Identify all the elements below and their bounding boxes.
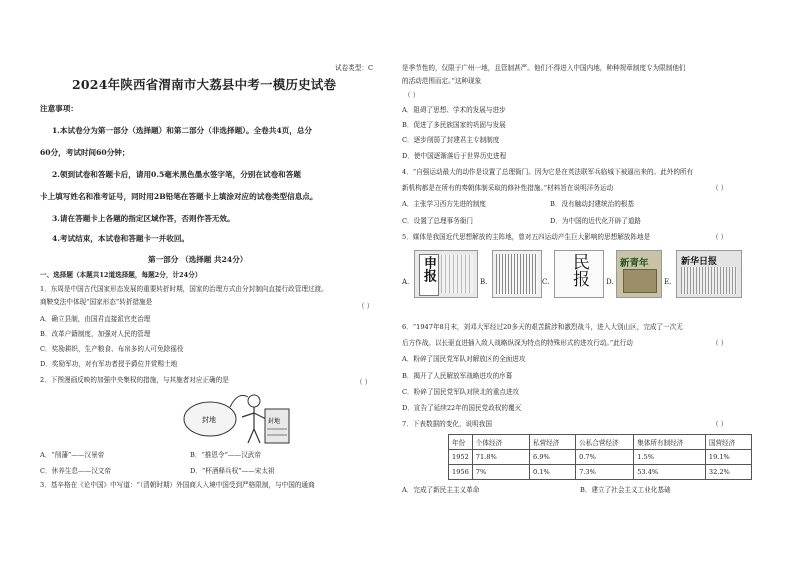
notice-line: 4.考试结束，本试卷和答题卡一并收回。	[52, 234, 190, 243]
table-cell: 19.1%	[705, 450, 751, 465]
q1-option-a: A．确立县制，由国君直接派官吏治理	[40, 315, 151, 323]
paper-type: 试卷类型：C	[335, 64, 374, 72]
q6-answer-paren: （ ）	[712, 339, 728, 347]
left-column	[40, 0, 392, 562]
table-cell: 53.4%	[634, 465, 706, 480]
q7-stem: 7．下表数据的变化，说明我国	[402, 420, 492, 428]
exam-title: 2024年陕西省渭南市大荔县中考一模历史试卷	[72, 77, 337, 92]
table-cell: 0.1%	[530, 465, 576, 480]
table-header-row	[449, 435, 752, 450]
q4-option-b: B．没有触动封建统治的根基	[550, 200, 634, 208]
newspaper-image-d	[616, 250, 662, 298]
q4-answer-paren: （ ）	[712, 184, 728, 192]
q2-option-d: D．“杯酒释兵权”——宋太祖	[190, 467, 275, 475]
q2-option-b: B．“推恩令”——汉武帝	[190, 451, 261, 459]
table-cell: 71.8%	[472, 450, 529, 465]
q5-option-letter: C.	[542, 278, 550, 286]
table-cell: 6.9%	[530, 450, 576, 465]
table-cell: 1.5%	[634, 450, 706, 465]
q3-stem: 是季节性的，仅限于广州一地，且管制甚严。他们不得进入中国内地，种种规章制度专为限制他们	[402, 64, 686, 72]
q4-option-d: D．为中国的近代化开辟了道路	[550, 217, 642, 225]
q7-option-b: B．建立了社会主义工业化基础	[580, 486, 671, 494]
q2-option-c: C．休养生息——汉文帝	[40, 467, 111, 475]
q7-answer-paren: （ ）	[712, 420, 728, 428]
table-cell: 1956	[449, 465, 473, 480]
q3-stem: 3．基辛格在《论中国》中写道：“（清朝时期）外国商人入境中国受到严格限制，与中国的通商	[40, 481, 315, 489]
q2-option-a: A．“削藩”——汉景帝	[40, 451, 105, 459]
q1-option-c: C．奖励耕织，生产粮食、布帛多的人可免除徭役	[40, 345, 184, 353]
section-title: 第一部分 （选择题 共24分）	[148, 255, 248, 264]
table-cell: 32.2%	[705, 465, 751, 480]
table-header-cell: 私营经济	[530, 435, 576, 450]
notice-line: 2.领到试卷和答题卡后，请用0.5毫米黑色墨水签字笔，分别在试卷和答题	[52, 170, 301, 179]
cartoon-image	[168, 387, 298, 447]
section-intro: 一、选择题（本题共12道选择题，每题2分，计24分）	[40, 271, 202, 279]
q3-option-d: D．使中国逐渐落后于世界历史进程	[402, 152, 507, 160]
q3-option-b: B．促进了多民族国家的巩固与发展	[402, 121, 506, 129]
q2-stem: 2．下图漫画反映的加强中央集权的措施，与其施者对应正确的是	[40, 376, 229, 384]
table-cell: 7%	[472, 465, 529, 480]
q1-option-b: B．改革户籍制度，加强对人民的管理	[40, 330, 151, 338]
notice-line: 1.本试卷分为第一部分（选择题）和第二部分（非选择题）。全卷共4页，总分	[52, 126, 313, 135]
table-header-cell: 国营经济	[705, 435, 751, 450]
newspaper-title-e: 新华日报	[681, 257, 718, 267]
right-column	[402, 0, 752, 562]
table-row	[449, 465, 752, 480]
q3-stem: 的活动范围而定。”这种现象	[402, 77, 482, 85]
cartoon-label-right: 封地	[268, 418, 281, 425]
table-row	[449, 450, 752, 465]
q2-answer-paren: （ ）	[356, 378, 372, 386]
table-header-cell: 年份	[449, 435, 473, 450]
q6-stem: 6．“1947年8月末，刘邓大军经过20多天的艰苦跋涉和激烈战斗，进入大别山区，完成了一次无	[402, 323, 683, 331]
q3-option-a: A．阻碍了思想、学术的发展与进步	[402, 106, 506, 114]
q5-option-letter: B.	[480, 278, 488, 286]
table-header-cell: 集体所有制经济	[634, 435, 706, 450]
table-cell: 0.7%	[576, 450, 634, 465]
q5-option-letter: D.	[606, 278, 614, 286]
notice-heading: 注意事项：	[40, 104, 78, 113]
newspaper-title-d: 新青年	[620, 258, 649, 269]
q4-stem: 新机构都是在所有的奏朝体制采取的修补性措施。”材料旨在说明洋务运动	[402, 184, 614, 192]
q5-option-letter: E.	[664, 278, 672, 286]
notice-line: 60分，考试时间60分钟；	[40, 148, 130, 157]
q6-option-a: A．粉碎了国民党军队对解放区的全面进攻	[402, 355, 526, 363]
notice-line: 3.请在答题卡上各题的指定区域作答，否则作答无效。	[52, 214, 235, 223]
q6-option-b: B．揭开了人民解放军战略进攻的序幕	[402, 372, 513, 380]
q1-stem: 1．东周是中国古代国家形态发展的重要转折时期，国家的治理方式由分封制向直接行政管理过渡。	[40, 285, 328, 293]
q4-option-c: C．设置了总理事务衙门	[402, 217, 473, 225]
q4-stem: 4．“自强运动最大的动作是设置了总理衙门。因为它是在英法联军兵临城下被逼出来的。此外的所有	[402, 168, 694, 176]
newspaper-image-c	[554, 250, 604, 298]
q5-answer-paren: （ ）	[712, 233, 728, 241]
newspaper-title-c: 民报	[569, 253, 589, 287]
notice-line: 卡上填写姓名和准考证号，同时用2B铅笔在答题卡上填涂对应的试卷类型信息点。	[40, 192, 318, 201]
q1-answer-paren: （ ）	[358, 302, 374, 310]
q4-option-a: A．主张学习西方先进的制度	[402, 200, 486, 208]
q6-stem: 后方作战。以长驱直进插入敌人战略纵深为特点的特殊形式的进攻行动。”此行动	[402, 339, 633, 347]
q3-answer-paren: （ ）	[404, 91, 420, 99]
q1-option-d: D．奖励军功，对有军功者授予爵位并赏赐土地	[40, 360, 178, 368]
newspaper-title-a: 申报	[421, 256, 436, 282]
q5-stem: 5．媒体是我国近代思想解放的主阵地，曾对五四运动产生巨大影响的思想解放阵地是	[402, 233, 651, 241]
table-cell: 7.3%	[576, 465, 634, 480]
q5-option-letter: A.	[402, 278, 410, 286]
table-header-cell: 公私合营经济	[576, 435, 634, 450]
q6-option-d: D．宣告了延续22年的国民党政权的覆灭	[402, 404, 522, 412]
cartoon-label-left: 封地	[202, 416, 216, 424]
newspaper-image-b	[492, 250, 542, 298]
q6-option-c: C．粉碎了国民党军队对陕北的重点进攻	[402, 388, 520, 396]
table-cell: 1952	[449, 450, 473, 465]
q1-stem: 商鞅变法中体现“国家形态”转折措施是	[40, 298, 153, 306]
q3-option-c: C．逐步削弱了封建君主专制制度	[402, 136, 500, 144]
q7-option-a: A．完成了新民主主义革命	[402, 486, 480, 494]
newspaper-image-e	[676, 250, 742, 298]
newspaper-image-a	[414, 250, 478, 298]
table-header-cell: 个体经济	[472, 435, 529, 450]
economy-table	[448, 434, 752, 480]
